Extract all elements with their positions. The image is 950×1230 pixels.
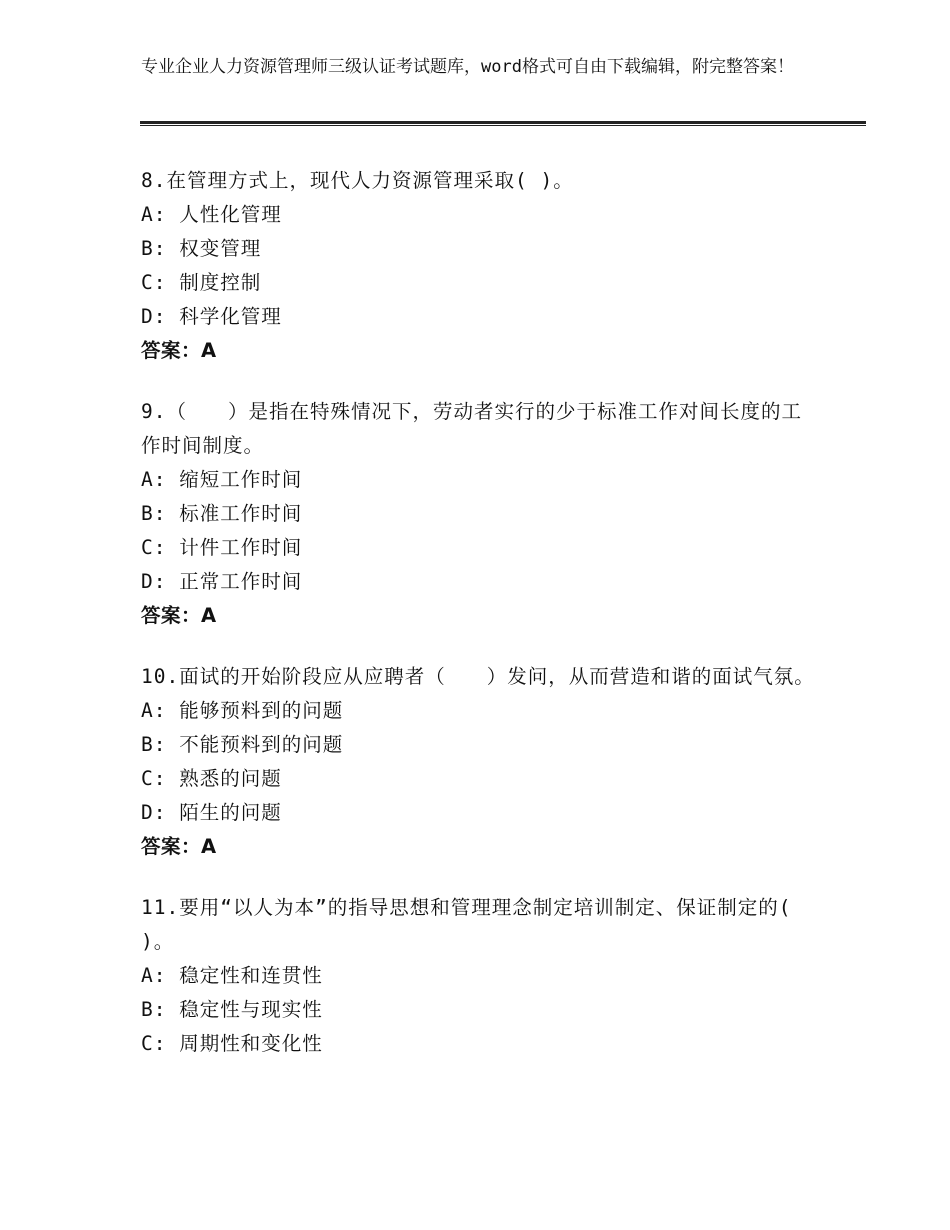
question-list	[141, 164, 821, 1088]
option-a: A: 人性化管理	[141, 203, 282, 226]
question-8	[141, 164, 821, 368]
header-divider	[140, 121, 866, 126]
option-b: B: 权变管理	[141, 237, 262, 260]
option-b: B: 标准工作时间	[141, 502, 303, 525]
question-stem: 8.在管理方式上，现代人力资源管理采取( )。	[141, 169, 574, 192]
option-c: C: 熟悉的问题	[141, 767, 282, 790]
option-b: B: 稳定性与现实性	[141, 998, 323, 1021]
option-c: C: 周期性和变化性	[141, 1032, 323, 1055]
option-a: A: 缩短工作时间	[141, 468, 303, 491]
option-c: C: 计件工作时间	[141, 536, 303, 559]
option-d: D: 陌生的问题	[141, 801, 282, 824]
option-d: D: 科学化管理	[141, 305, 282, 328]
document-header	[141, 56, 821, 78]
header-divider-thin	[140, 125, 866, 126]
question-stem: 9.（ ）是指在特殊情况下，劳动者实行的少于标准工作对间长度的工作时间制度。	[141, 400, 802, 457]
question-10	[141, 660, 821, 864]
question-11	[141, 891, 821, 1061]
option-c: C: 制度控制	[141, 271, 262, 294]
option-d: D: 正常工作时间	[141, 570, 303, 593]
answer-label: 答案：A	[141, 835, 217, 858]
answer-label: 答案：A	[141, 339, 217, 362]
option-a: A: 稳定性和连贯性	[141, 964, 323, 987]
question-stem: 11.要用“以人为本”的指导思想和管理理念制定培训制定、保证制定的( )。	[141, 896, 792, 953]
option-b: B: 不能预料到的问题	[141, 733, 344, 756]
header-divider-thick	[140, 121, 866, 124]
header-title: 专业企业人力资源管理师三级认证考试题库，word格式可自由下载编辑，附完整答案！	[141, 57, 794, 77]
option-a: A: 能够预料到的问题	[141, 699, 344, 722]
question-stem: 10.面试的开始阶段应从应聘者（ ）发问，从而营造和谐的面试气氛。	[141, 665, 815, 688]
question-9	[141, 395, 821, 633]
answer-label: 答案：A	[141, 604, 217, 627]
